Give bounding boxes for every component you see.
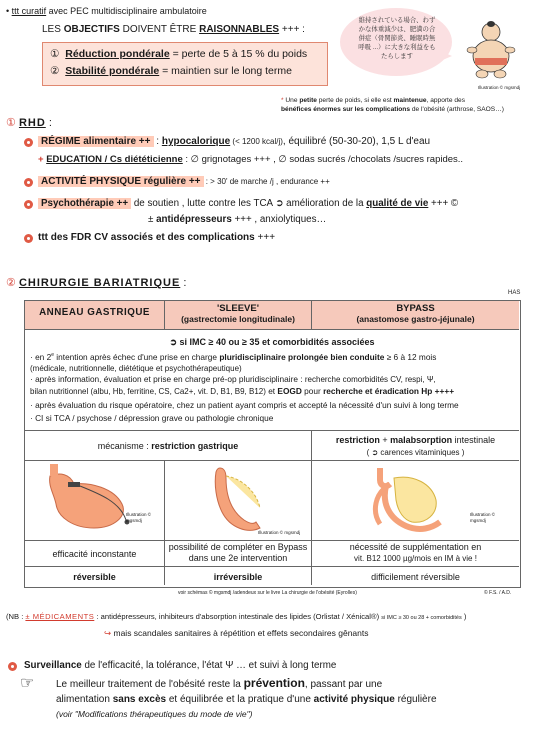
row-divider (25, 566, 519, 567)
fdr-line: ttt des FDR CV associés et des complications +++ (38, 232, 276, 243)
nb-medications: (NB : ± MÉDICAMENTS : antidépresseurs, inhibiteurs d'absorption intestinale des lipides (Orlistat / Xénical®) si IMC ≥ 30 ou 28 + comorbidités ) (6, 612, 467, 621)
bullet-icon (24, 234, 33, 243)
objective-stability: ② Stabilité pondérale = maintien sur le long terme (50, 65, 292, 77)
reversibility-band: réversible (73, 572, 116, 582)
sleeve-illustration (200, 464, 280, 536)
nb-warning: ↪ mais scandales sanitaires à répétition et effets secondaires gênants (104, 628, 369, 638)
efficacy-band: efficacité inconstante (52, 549, 137, 559)
rhd-heading: ① RHD : (6, 117, 52, 129)
pointing-hand-icon: ☞ (20, 675, 35, 692)
bullet-icon (8, 662, 17, 671)
objective-reduction: ① Réduction pondérale = perte de 5 à 15 % du poids (50, 48, 308, 60)
row-divider (25, 329, 519, 330)
intro-line: • ttt curatif avec PEC multidisciplinaire ambulatoire (6, 6, 207, 16)
weight-loss-note: * Une petite perte de poids, si elle est maintenue, apporte des bénéfices énormes sur les complications de l'obésité (arthrose, SAOS…) (281, 97, 504, 113)
surgery-heading: ② CHIRURGIE BARIATRIQUE : (6, 277, 187, 289)
education-line: + EDUCATION / Cs diététicienne : ∅ grignotages +++ , ∅ sodas sucrés /chocolats /sucres rapides.. (38, 154, 464, 165)
psychotherapy-line-2: ± antidépresseurs +++ , anxiolytiques… (148, 214, 327, 225)
bullet-icon (24, 178, 33, 187)
illustration-credit: Illustration © mgsmdj (258, 530, 301, 535)
indication-3: · après évaluation du risque opératoire, chez un patient ayant compris et accepté la nécessité d'un suivi à long terme (30, 400, 459, 410)
mechanism-restriction: mécanisme : restriction gastrique (97, 441, 239, 451)
surveillance-line: Surveillance de l'efficacité, la tolérance, l'état Ψ … et suivi à long terme (24, 660, 337, 671)
copyright-note: © F.S. / A.D. (484, 590, 512, 596)
reversibility-bypass: difficilement réversible (371, 572, 460, 582)
activity-line: ACTIVITÉ PHYSIQUE régulière ++ : > 30' de marche /j , endurance ++ (38, 176, 330, 187)
speech-bubble-text: 維持されている場合、わずかな体重減少は、肥満の合併症（骨関節炎、睡眠時無呼吸 ...）に大きな利益をもたらします (358, 17, 436, 60)
psychotherapy-line: Psychothérapie ++ de soutien , lutte contre les TCA ➲ amélioration de la qualité de vie +++ © (38, 198, 458, 209)
sumo-illustration (458, 18, 524, 84)
row-divider (25, 430, 519, 431)
has-label: HAS (508, 290, 521, 296)
bullet-icon (24, 200, 33, 209)
illustration-credit: Illustration © mgsmdj (470, 512, 496, 523)
regime-line: RÉGIME alimentaire ++ : hypocalorique (< 1200 kcal/j), équilibré (50-30-20), 1,5 L d'eau (38, 136, 430, 147)
prevention-text: Le meilleur traitement de l'obésité reste la prévention, passant par une alimentation sans excès et équilibrée et la pratique d'une activité physique régulière (voir "Modifications thérapeutiques du mode de vie") (56, 676, 437, 719)
col-header-bypass: BYPASS (anastomose gastro-jéjunale) (356, 303, 475, 324)
bullet-icon (24, 138, 33, 147)
illustration-credit: Illustration © mgsmdj (126, 512, 152, 523)
indication-1: · en 2e intention après échec d'une prise en charge pluridisciplinaire prolongée bien conduite ≥ 6 à 12 mois (médicale, nutritionnelle, diététique et psychothérapeutique) (30, 351, 437, 373)
indication-4: · CI si TCA / psychose / dépression grave ou pathologie chronique (30, 413, 274, 423)
indication-heading: ➲ si IMC ≥ 40 ou ≥ 35 et comorbidités associées (169, 337, 375, 347)
gastric-band-illustration (30, 464, 160, 536)
objectives-heading: LES OBJECTIFS DOIVENT ÊTRE RAISONNABLES +++ : (42, 24, 305, 35)
row-divider (25, 460, 519, 461)
row-divider (25, 540, 519, 541)
efficacy-sleeve: possibilité de compléter en Bypass dans une 2e intervention (168, 542, 308, 563)
mechanism-bypass: restriction + malabsorption intestinale ( ➲ carences vitaminiques ) (335, 435, 496, 457)
curved-arrow-icon: ↪ (104, 628, 112, 638)
sumo-caption: Illustration © mgsmdj (478, 85, 521, 90)
col-header-sleeve: 'SLEEVE' (gastrectomie longitudinale) (181, 303, 295, 324)
source-note: voir schémas © mgsmdj /adendeux sur le livre La chirurgie de l'obésité (Eyrolles) (178, 590, 357, 596)
bypass-illustration (350, 464, 470, 536)
indication-2: · après information, évaluation et prise en charge pré-op pluridisciplinaire : recherche comorbidités CV, respi, Ψ, bilan nutritionnel (albu, Hb, ferritine, CS, Ca2+, vit. D, B1, B9, B12) et EOGD pour recherche et éradication Hp ++++ (30, 374, 455, 396)
efficacy-bypass: nécessité de supplémentation en vit. B12 1000 µg/mois en IM à vie ! (349, 542, 482, 563)
reversibility-sleeve: irréversible (213, 572, 263, 582)
col-header-anneau: ANNEAU GASTRIQUE (39, 307, 150, 318)
speech-bubble-tail (438, 50, 452, 62)
